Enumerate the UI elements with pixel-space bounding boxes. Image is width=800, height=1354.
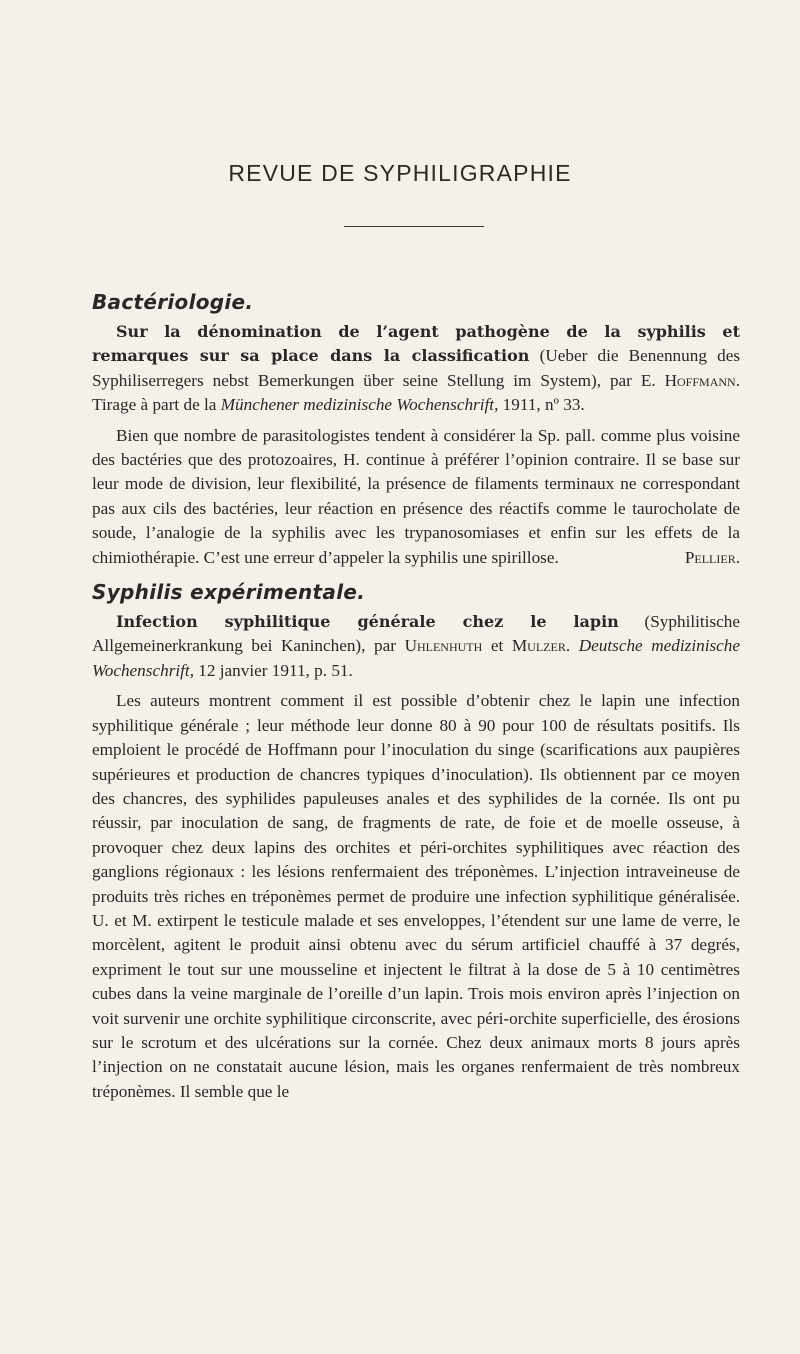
bib-text: (Ueber die Benennung des Syphiliserregers nebst Bemerkungen über seine Stellung im System), par E. — [92, 346, 741, 390]
author-name: Hoffmann — [664, 370, 736, 390]
reviewer-signature: Pellier. — [684, 547, 740, 567]
bibliographic-entry — [92, 610, 740, 683]
article-title: Infection syphilitique générale chez le lapin — [116, 612, 619, 632]
bibliographic-entry — [92, 320, 740, 418]
bib-text: . Tirage à part de la — [92, 370, 740, 415]
section-heading-bacteriologie: Bactériologie. — [92, 290, 254, 314]
body-paragraph: Les auteurs montrent comment il est possible d’obtenir chez le lapin une infection syphilitique générale ; leur méthode leur donne 80 à 90 pour 100 de résultats positifs. Ils emploient le procédé de Hoffmann pour l’inoculation du singe (scarifications aux paupières supérieures et production de chancres typiques d’inoculation). Ils obtiennent par ce moyen des chancres, des syphilides papuleuses anales et des syphilides de la cornée. Ils ont pu réussir, par inoculation de sang, de fragments de rate, de foie et de moelle osseuse, à provoquer chez deux lapins des orchites et péri-orchites syphilitiques avec réaction des ganglions régionaux : les lésions renfermaient des tréponèmes. L’injection intraveineuse de produits très riches en tréponèmes permet de produire une infection syphilitique généralisée. U. et M. extirpent le testicule malade et ses enveloppes, l’étendent sur une lame de verre, le morcèlent, agitent le produit ainsi obtenu avec du sérum artificiel chauffé à 37 degrés, expriment le tout sur une mousseline et injectent le filtrat à la dose de 5 à 10 centimètres cubes dans la veine marginale de l’oreille d’un lapin. Trois mois environ après l’injection on voit survenir une orchite syphilitique circonscrite, avec péri-orchite superficielle, des érosions sur le scrotum et des ulcérations sur la cornée. Chez deux animaux morts 8 jours après l’injection on ne constatait aucune lésion, mais les organes renfermaient de très nombreux tréponèmes. Il semble que le — [92, 691, 740, 1101]
bib-text: . — [565, 636, 579, 656]
journal-name: Münchener medizinische Wochenschrift, — [220, 395, 499, 415]
section-heading-syphilis-experimentale: Syphilis expérimentale. — [92, 580, 366, 605]
author-name: Mulzer — [511, 636, 566, 656]
journal-name: Deutsche medizinische Wochenschrift, — [92, 636, 741, 680]
body-paragraph: Bien que nombre de parasitologistes tendent à considérer la Sp. pall. comme plus voisine des bactéries que des protozoaires, H. continue à préférer l’opinion contraire. Il se base sur leur mode de division, leur flexibilité, la présence de filaments terminaux ne correspondant pas aux cils des bactéries, leur réaction en présence des réactifs comme le taurocholate de soude, l’analogie de la syphilis avec les trypanosomiases et enfin sur les effets de la chimiothérapie. C’est une erreur d’appeler la syphilis une spirillose. — [92, 425, 740, 567]
author-name: Uhlenhuth — [404, 636, 483, 656]
article-content — [92, 288, 740, 1104]
bib-text: 12 janvier 1911, p. 51. — [194, 660, 353, 680]
bib-text: (Syphilitische Allgemeinerkrankung bei Kaninchen), par — [92, 612, 740, 656]
bib-text: 1911, nº 33. — [498, 395, 585, 415]
title-divider — [344, 226, 484, 227]
page-title: REVUE DE SYPHILIGRAPHIE — [228, 160, 572, 186]
article-title: Sur la dénomination de l’agent pathogène de la syphilis et remarques sur sa place dans la classification — [92, 322, 740, 366]
bib-text: et — [482, 636, 512, 656]
